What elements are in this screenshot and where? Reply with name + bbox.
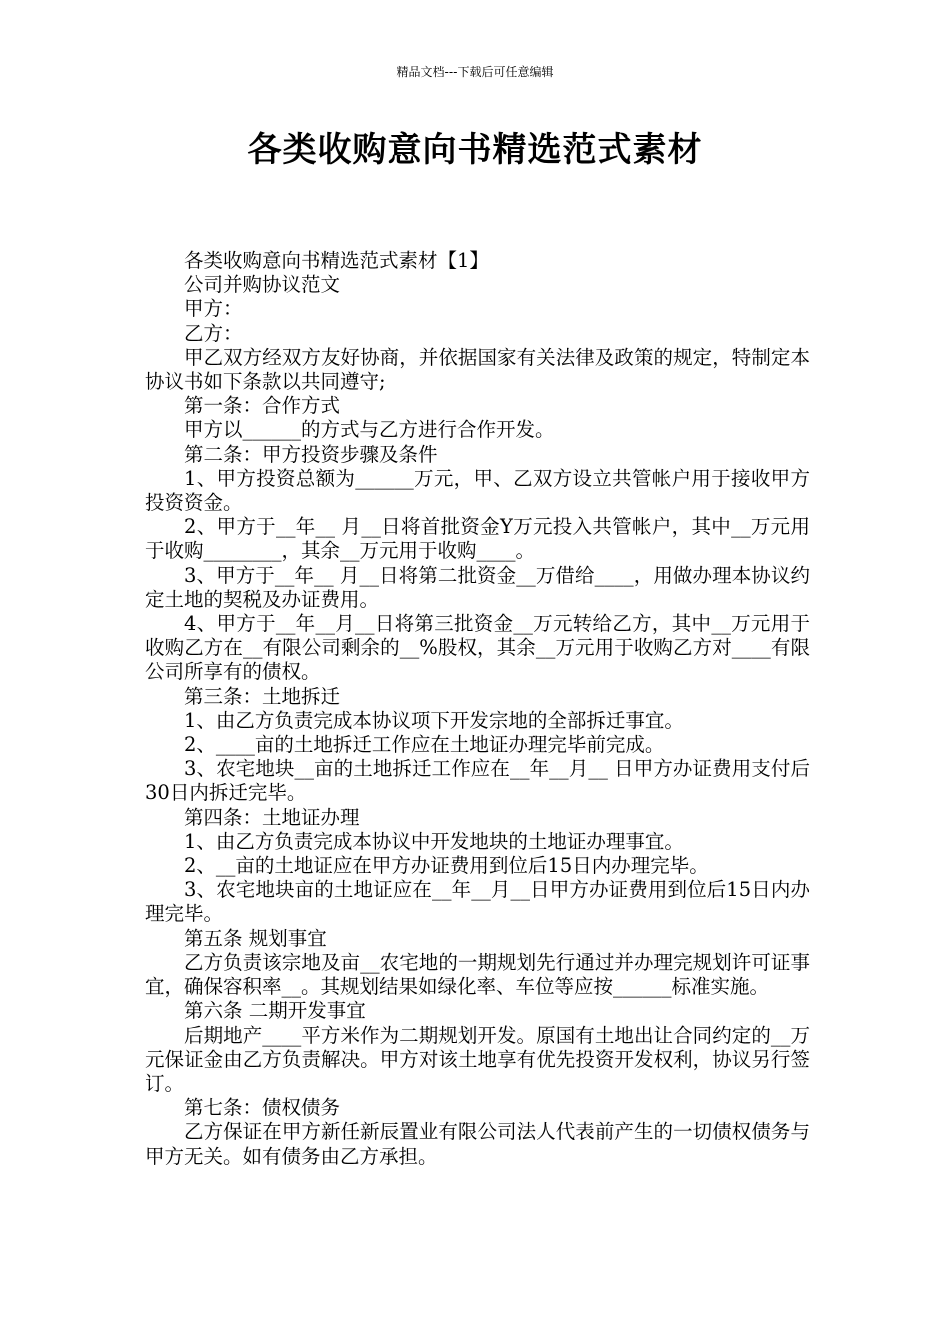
article-2-heading: 第二条：甲方投资步骤及条件 bbox=[184, 442, 438, 466]
article-2-item-4: 4、甲方于__年__月__日将第三批资金__万元转给乙方，其中__万元用于收购乙方在__有限公司剩余的__%股权，其余__万元用于收购乙方对____有限公司所享有的债权。 bbox=[145, 612, 810, 684]
document-title: 各类收购意向书精选范式素材 bbox=[247, 130, 703, 170]
section-heading: 各类收购意向书精选范式素材【1】 bbox=[184, 249, 489, 272]
article-3-item-2: 2、____亩的土地拆迁工作应在土地证办理完毕前完成。 bbox=[184, 733, 665, 757]
article-3-item-1: 1、由乙方负责完成本协议项下开发宗地的全部拆迁事宜。 bbox=[184, 708, 684, 732]
article-2-item-2: 2、甲方于__年__ 月__日将首批资金Y万元投入共管帐户，其中__万元用于收购________，其余__万元用于收购____。 bbox=[145, 515, 810, 563]
article-3-item-3: 3、农宅地块__亩的土地拆迁工作应在__年__月__ 日甲方办证费用支付后30日内拆迁完毕。 bbox=[145, 757, 810, 805]
article-4-heading: 第四条：土地证办理 bbox=[184, 805, 360, 829]
party-b: 乙方： bbox=[184, 321, 243, 345]
article-3-heading: 第三条：土地拆迁 bbox=[184, 684, 341, 708]
article-2-item-3: 3、甲方于__年__ 月__日将第二批资金__万借给____，用做办理本协议约定土地的契税及办证费用。 bbox=[145, 563, 810, 611]
article-1-heading: 第一条：合作方式 bbox=[184, 394, 341, 418]
article-7-text: 乙方保证在甲方新任新辰置业有限公司法人代表前产生的一切债权债务与甲方无关。如有债务由乙方承担。 bbox=[145, 1120, 810, 1168]
page-header: 精品文档---下载后可任意编辑 bbox=[396, 65, 554, 79]
subtitle: 公司并购协议范文 bbox=[184, 273, 341, 297]
article-7-heading: 第七条：债权债务 bbox=[184, 1096, 341, 1120]
article-4-item-3: 3、农宅地块亩的土地证应在__年__月__日甲方办证费用到位后15日内办理完毕。 bbox=[145, 878, 810, 926]
preamble: 甲乙双方经双方友好协商，并依据国家有关法律及政策的规定，特制定本协议书如下条款以共同遵守; bbox=[145, 345, 810, 394]
article-5-text: 乙方负责该宗地及亩__农宅地的一期规划先行通过并办理完规划许可证事宜，确保容积率__。其规划结果如绿化率、车位等应按______标准实施。 bbox=[145, 950, 810, 999]
article-1-text: 甲方以______的方式与乙方进行合作开发。 bbox=[184, 418, 555, 442]
article-5-heading: 第五条 规划事宜 bbox=[184, 926, 327, 950]
article-6-heading: 第六条 二期开发事宜 bbox=[184, 999, 366, 1023]
article-4-item-1: 1、由乙方负责完成本协议中开发地块的土地证办理事宜。 bbox=[184, 829, 684, 853]
document-body bbox=[145, 249, 810, 1169]
article-6-text: 后期地产____平方米作为二期规划开发。原国有土地出让合同约定的__万元保证金由乙方负责解决。甲方对该土地享有优先投资开发权利，协议另行签订。 bbox=[145, 1023, 810, 1095]
party-a: 甲方： bbox=[184, 297, 243, 321]
article-2-item-1: 1、甲方投资总额为______万元，甲、乙双方设立共管帐户用于接收甲方投资资金。 bbox=[145, 466, 810, 515]
article-4-item-2: 2、__亩的土地证应在甲方办证费用到位后15日内办理完毕。 bbox=[184, 854, 709, 878]
